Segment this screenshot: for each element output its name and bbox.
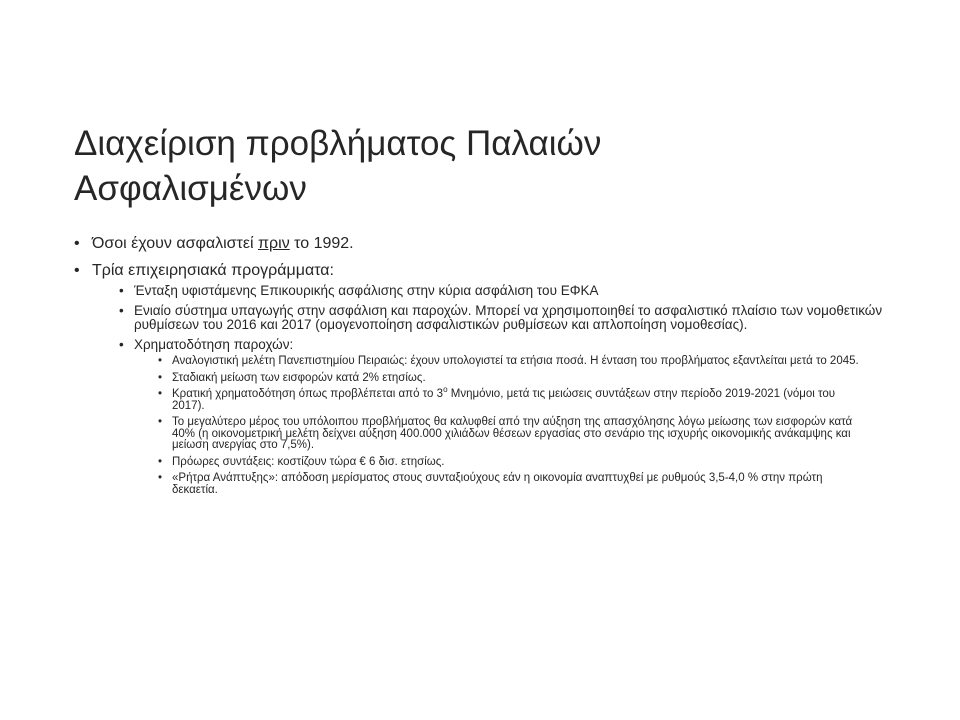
financing-item-early-pensions [158,457,862,469]
financing-item-text-pre: Κρατική χρηματοδότηση όπως προβλέπεται από το 3 [172,388,444,400]
financing-item-text: Πρόωρες συντάξεις: κοστίζουν τώρα € 6 δισ. ετησίως. [172,455,445,468]
financing-item-text: Σταδιακή μείωση των εισφορών κατά 2% ετησίως. [172,371,426,384]
sub-bullet-text: Ένταξη υφιστάμενης Επικουρικής ασφάλισης στην κύρια ασφάλιση του ΕΦΚΑ [134,283,599,298]
financing-item-text: Το μεγαλύτερο μέρος του υπόλοιπου προβλήματος θα καλυφθεί από την αύξηση της απασχόλησης λόγω μείωσης των εισφορών κατά 40% (η οικονομετρική μελέτη δείχνει αύξηση 400.000 χιλιάδων θέσεων εργασίας στο σενάριο της ισχυρής οικονομικής ανάκαμψης και μείωση ανεργίας στο 7,5%). [172,416,853,451]
financing-item-employment-growth [158,417,862,452]
slide-title-line-1: Διαχείριση προβλήματος Παλαιών [74,124,602,163]
sub-bullet-text: Ενιαίο σύστημα υπαγωγής στην ασφάλιση και παροχών. Μπορεί να χρησιμοποιηθεί το ασφαλιστικό πλαίσιο των νομοθετικών ρυθμίσεων του 2016 και 2017 (ομογενοποίηση ασφαλιστικών ρυθμίσεων και απλοποίηση νομοθεσίας). [134,303,883,332]
slide-title [74,121,894,211]
bullet-text-pre: Όσοι έχουν ασφαλιστεί [92,235,258,252]
financing-item-contribution-reduction [158,373,862,385]
slide-title-line-2: Ασφαλισμένων [74,169,307,208]
financing-list [134,356,894,496]
sub-bullet-list [92,284,894,496]
underlined-word: πριν [258,235,290,252]
bullet-item-three-programs [74,261,894,496]
sub-bullet-financing [119,338,894,496]
sub-bullet-unified-system [119,304,894,332]
financing-item-state-funding [158,385,862,412]
superscript: ο [443,385,448,395]
financing-item-text-post: Μνημόνιο, μετά τις μειώσεις συντάξεων στην περίοδο 2019-2021 (νόμοι του 2017). [172,388,836,412]
slide-content [74,234,894,504]
sub-bullet-text: Χρηματοδότηση παροχών: [134,337,294,352]
financing-item-growth-clause [158,473,862,496]
financing-item-actuarial-study [158,356,862,368]
bullet-text-post: το 1992. [289,235,354,252]
bullet-item-insured-before-1992 [74,234,894,253]
bullet-text: Τρία επιχειρησιακά προγράμματα: [92,262,334,279]
bullet-list [74,234,894,496]
financing-item-text: Αναλογιστική μελέτη Πανεπιστημίου Πειραιώς: έχουν υπολογιστεί τα ετήσια ποσά. Η ένταση του προβλήματος εξαντλείται μετά το 2045. [172,355,859,367]
sub-bullet-integration [119,284,894,298]
financing-item-text: «Ρήτρα Ανάπτυξης»: απόδοση μερίσματος στους συνταξιούχους εάν η οικονομία αναπτυχθεί με ρυθμούς 3,5-4,0 % στην πρώτη δεκαετία. [172,472,823,496]
